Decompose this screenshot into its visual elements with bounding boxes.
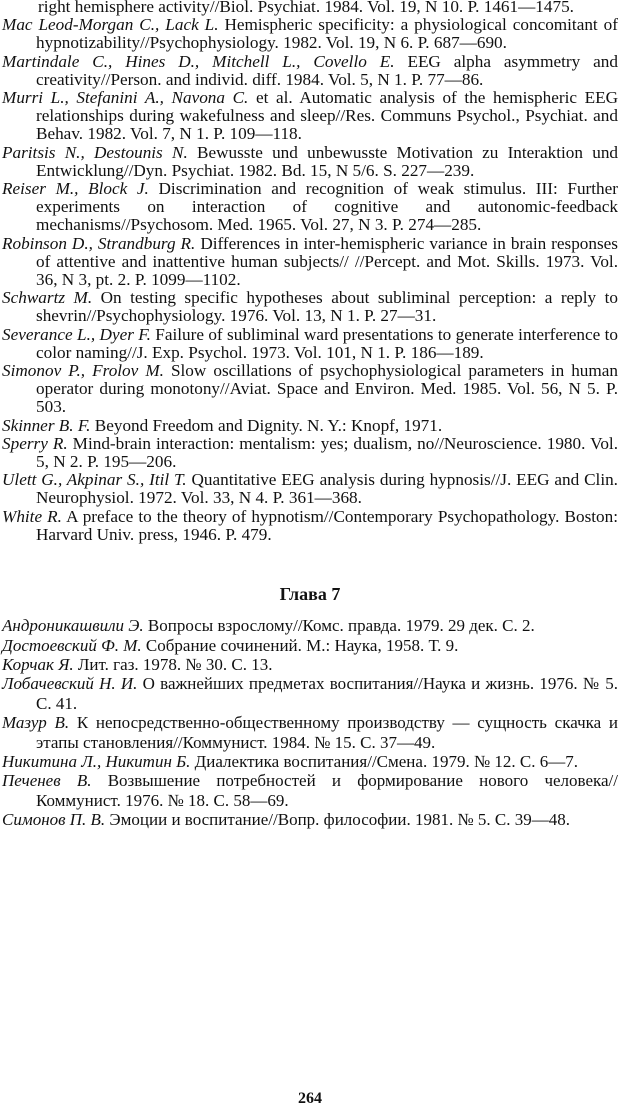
reference-author: Мазур В. <box>2 713 70 733</box>
reference-text: Собрание сочинений. М.: Наука, 1958. Т. 9. <box>141 635 459 655</box>
reference-entry <box>2 636 618 655</box>
reference-text: On testing specific hypotheses about subliminal perception: a reply to shevrin//Psychophysiology. 1976. Vol. 13, N 1. P. 27—31. <box>36 288 618 326</box>
reference-author: Симонов П. В. <box>2 810 106 830</box>
reference-author: Skinner B. F. <box>2 415 91 435</box>
reference-entry <box>2 326 618 362</box>
reference-text: Differences in inter-hemispheric variance in brain responses of attentive and inattentive human subjects// //Percept. and Mot. Skills. 1973. Vol. 36, N 3, pt. 2. P. 1099—1102. <box>36 233 618 290</box>
reference-author: Robinson D., Strandburg R. <box>2 233 196 253</box>
reference-entry <box>2 180 618 235</box>
reference-author: Reiser M., Block J. <box>2 179 149 199</box>
reference-text: Возвышение потребностей и формирование нового человека//Коммунист. 1976. № 18. С. 58—69. <box>36 771 618 810</box>
reference-text: Beyond Freedom and Dignity. N. Y.: Knopf, 1971. <box>90 415 443 435</box>
reference-entry <box>2 655 618 674</box>
reference-entry <box>2 362 618 417</box>
reference-text: Discrimination and recognition of weak stimulus. III: Further experiments on interaction of cognitive and autonomic-feedback mechanisms//Psychosom. Med. 1965. Vol. 27, N 3. P. 274—285. <box>36 179 618 235</box>
reference-text: О важнейших предметах воспитания//Наука и жизнь. 1976. № 5. С. 41. <box>36 674 618 713</box>
reference-entry <box>2 16 618 52</box>
page-number: 264 <box>298 1090 322 1107</box>
reference-entry <box>2 752 618 771</box>
reference-text: Диалектика воспитания//Смена. 1979. № 12. С. 6—7. <box>190 751 579 771</box>
reference-entry <box>2 0 618 16</box>
reference-author: Печенев В. <box>2 771 92 791</box>
reference-text: Hemispheric specificity: a physiological concomitant of hypnotizability//Psychophysiology. 1982. Vol. 19, N 6. P. 687—690. <box>36 15 618 53</box>
reference-author: Достоевский Ф. М. <box>2 635 142 655</box>
reference-author: Корчак Я. <box>2 654 74 674</box>
reference-entry <box>2 508 618 544</box>
reference-text: EEG alpha asymmetry and creativity//Person. and individ. diff. 1984. Vol. 5, N 1. P. 77—86. <box>36 51 618 89</box>
reference-author: Лобачевский Н. И. <box>2 674 138 694</box>
reference-text: Failure of subliminal ward presentations to generate interference to color naming//J. Exp. Psychol. 1973. Vol. 101, N 1. P. 186—189. <box>36 324 618 362</box>
reference-author: Никитина Л., Никитин Б. <box>2 751 191 771</box>
reference-entry <box>2 289 618 325</box>
reference-text: К непосредственно-общественному производству — сущность скачка и этапы становления//Коммунист. 1984. № 15. С. 37—49. <box>36 713 618 752</box>
reference-author: Sperry R. <box>2 433 68 453</box>
chapter-heading: Глава 7 <box>279 584 341 605</box>
reference-author: Schwartz M. <box>2 288 93 308</box>
reference-text: Quantitative EEG analysis during hypnosis//J. EEG and Clin. Neurophysiol. 1972. Vol. 33, N 4. P. 361—368. <box>36 470 618 508</box>
reference-entry <box>2 89 618 144</box>
reference-author: Ulett G., Akpinar S., Itil T. <box>2 470 187 490</box>
reference-author: Андроникашвили Э. <box>2 616 144 636</box>
reference-entry <box>2 616 618 635</box>
reference-text: et al. Automatic analysis of the hemispheric EEG relationships during wakefulness and sleep//Res. Communs Psychol., Psychiat. and Behav. 1982. Vol. 7, N 1. P. 109—118. <box>36 88 618 144</box>
reference-author: Martindale C., Hines D., Mitchell L., Covello E. <box>2 51 395 71</box>
reference-entry <box>2 713 618 752</box>
reference-author: Simonov P., Frolov M. <box>2 361 164 381</box>
reference-list-en <box>2 0 618 544</box>
reference-entry <box>2 810 618 829</box>
reference-entry <box>2 471 618 507</box>
reference-list-ru <box>2 616 618 829</box>
reference-text: Mind-brain interaction: mentalism: yes; dualism, no//Neuroscience. 1980. Vol. 5, N 2. P. 195—206. <box>36 433 618 472</box>
reference-entry <box>2 235 618 290</box>
reference-text: Вопросы взрослому//Комс. правда. 1979. 29 дек. С. 2. <box>143 616 535 636</box>
reference-entry <box>2 53 618 89</box>
reference-author: White R. <box>2 506 62 526</box>
reference-text: Лит. газ. 1978. № 30. С. 13. <box>73 654 273 674</box>
reference-text: Эмоции и воспитание//Вопр. философии. 1981. № 5. С. 39—48. <box>105 810 571 830</box>
reference-entry <box>2 674 618 713</box>
reference-entry <box>2 417 618 435</box>
reference-author: Severance L., Dyer F. <box>2 324 151 344</box>
reference-author: Paritsis N., Destounis N. <box>2 142 188 162</box>
reference-text: A preface to the theory of hypnotism//Contemporary Psychopathology. Boston: Harvard Univ. press, 1946. P. 479. <box>36 506 618 544</box>
reference-entry <box>2 144 618 180</box>
reference-text: Bewusste und unbewusste Motivation zu Interaktion und Entwicklung//Dyn. Psychiat. 1982. Bd. 15, N 5/6. S. 227—239. <box>36 142 619 180</box>
reference-text: Slow oscillations of psychophysiological parameters in human operator during monotony//Aviat. Space and Environ. Med. 1985. Vol. 56, N 5. P. 503. <box>36 361 618 417</box>
reference-author: Murri L., Stefanini A., Navona C. <box>2 88 249 108</box>
reference-text: right hemisphere activity//Biol. Psychiat. 1984. Vol. 19, N 10. P. 1461—1475. <box>38 0 574 16</box>
reference-author: Mac Leod-Morgan C., Lack L. <box>2 15 219 35</box>
reference-entry <box>2 771 618 810</box>
reference-entry <box>2 435 618 471</box>
